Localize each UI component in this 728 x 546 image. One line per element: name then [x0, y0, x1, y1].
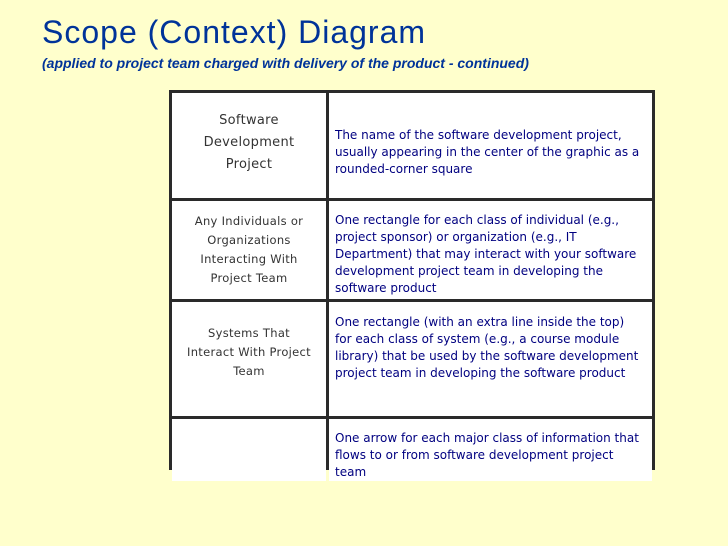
row-3-label-cell [172, 302, 326, 416]
row-4-description: One arrow for each major class of information that flows to or from software development project team [335, 431, 639, 479]
row-3-label-line: Team [233, 363, 265, 378]
slide-subtitle: (applied to project team charged with delivery of the product - continued) [42, 55, 529, 71]
row-1-label-line: Software [219, 112, 279, 128]
row-1-label-line: Development [203, 134, 295, 150]
row-1-label-line: Project [225, 156, 273, 172]
row-1-description-cell [329, 93, 652, 198]
row-3-description-cell [329, 302, 652, 416]
row-4-description-cell [329, 419, 652, 481]
row-3-label-line: Interact With Project [187, 344, 311, 359]
row-2-label-line: Project Team [210, 271, 288, 285]
legend-table [169, 90, 655, 479]
row-2-description: One rectangle for each class of individual (e.g., project sponsor) or organization (e.g., IT Department) that may interact with your software development project team in developing the software product [335, 213, 637, 295]
row-2-label-line: Interacting With [200, 252, 298, 266]
row-2-label-line: Organizations [207, 233, 291, 247]
row-1-description: The name of the software development project, usually appearing in the center of the graphic as a rounded-corner square [335, 128, 640, 176]
slide-title: Scope (Context) Diagram [42, 14, 427, 50]
row-4-label-cell [172, 419, 326, 481]
row-1-label-cell [172, 93, 326, 198]
row-3-label-line: Systems That [207, 325, 290, 340]
row-2-description-cell [329, 201, 652, 299]
row-3-description: One rectangle (with an extra line inside the top) for each class of system (e.g., a course module library) that be used by the software development project team in developing the software product [335, 315, 639, 380]
row-2-label-line: Any Individuals or [194, 214, 304, 228]
row-2-label-cell [172, 201, 326, 299]
